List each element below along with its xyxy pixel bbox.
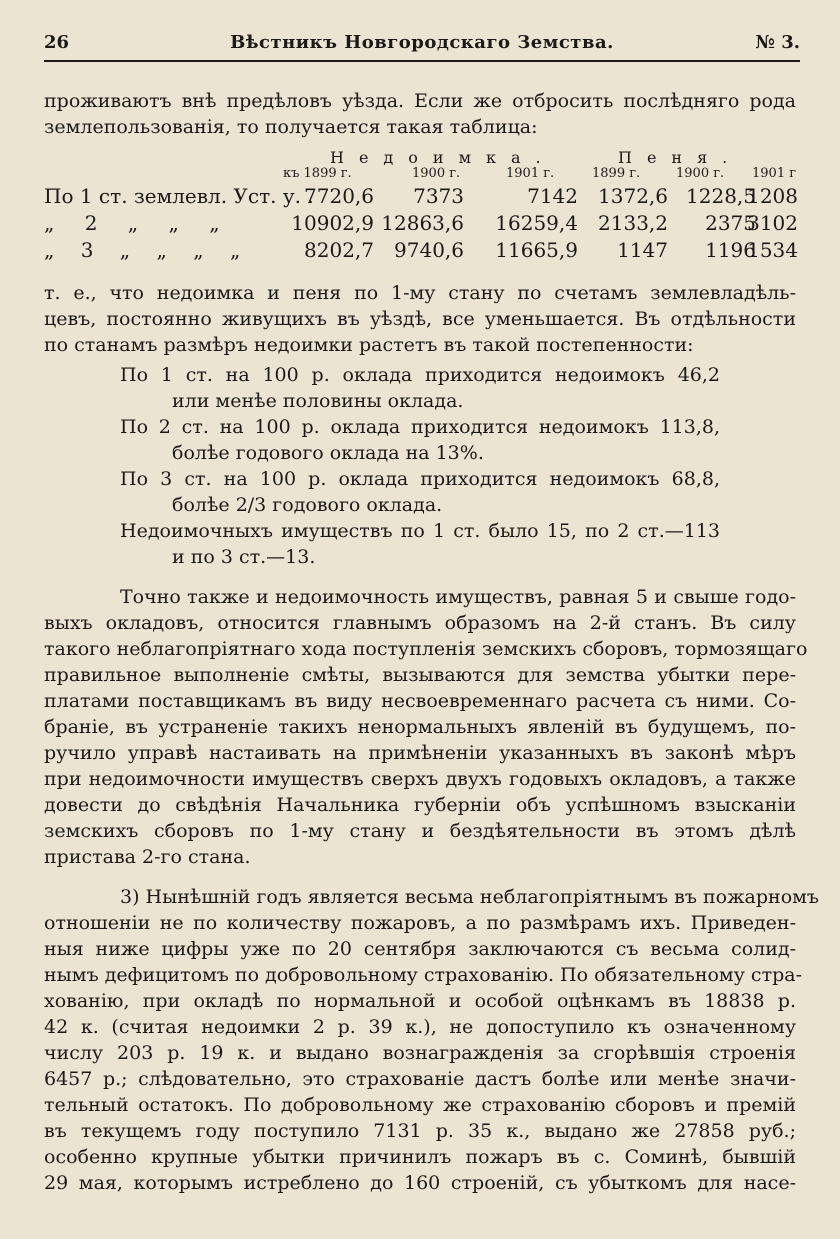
text-line: особенно крупные убытки причинилъ пожаръ въ с. Соминѣ, бывшій: [44, 1146, 796, 1168]
year-header: 1901 г.: [506, 166, 555, 181]
table-cell: 1534: [747, 238, 798, 262]
text-line: землепользованія, то получается такая таблица:: [44, 116, 538, 138]
page-number: 26: [44, 32, 70, 53]
journal-title: Вѣстникъ Новгородскаго Земства.: [230, 32, 614, 53]
text-line: ныя ниже цифры уже по 20 сентября заключаются съ весьма солид-: [44, 938, 796, 960]
text-line: нымъ дефицитомъ по добровольному страхованію. По обязательному стра-: [44, 964, 802, 986]
text-line: 42 к. (считая недоимки 2 р. 39 к.), не допоступило къ означенному: [44, 1016, 796, 1038]
list-item-continuation: или менѣе половины оклада.: [172, 390, 464, 412]
running-header: [44, 30, 800, 62]
table-cell: 1147: [617, 238, 668, 262]
text-line: платами поставщикамъ въ виду несвоевременнаго расчета съ ними. Со-: [44, 690, 796, 712]
list-item-continuation: и по 3 ст.—13.: [172, 546, 316, 568]
table-row-label: „ 2 „ „ „: [44, 211, 232, 235]
year-header: 1899 г.: [592, 166, 641, 181]
text-line: тельный остатокъ. По добровольному же страхованію сборовъ и премій: [44, 1094, 796, 1116]
group-header-fines: Пеня.: [618, 148, 743, 167]
table-cell: 2133,2: [598, 211, 668, 235]
text-line: ручило управѣ настаивать на примѣненіи указанныхъ въ законѣ мѣръ: [44, 742, 796, 764]
table-cell: 1228,5: [686, 184, 756, 208]
table-row-label: По 1 ст. землевл. Уст. у. .: [44, 184, 314, 208]
table-cell: 10902,9: [291, 211, 374, 235]
text-line: 3) Нынѣшній годъ является весьма неблагопріятнымъ въ пожарномъ: [120, 886, 820, 908]
text-line: хованію, при окладѣ по нормальной и особой оцѣнкамъ въ 18838 р.: [44, 990, 796, 1012]
table-cell: 3102: [747, 211, 798, 235]
text-line: по станамъ размѣръ недоимки растетъ въ такой постепенности:: [44, 334, 694, 356]
table-cell: 1372,6: [598, 184, 668, 208]
text-line: пристава 2-го стана.: [44, 846, 251, 868]
table-cell: 1208: [747, 184, 798, 208]
table-cell: 1196: [705, 238, 756, 262]
year-header: 1900 г.: [676, 166, 725, 181]
text-line: такого неблагопріятнаго хода поступленія земскихъ сборовъ, тормозящаго: [44, 638, 808, 660]
group-header-arrears: Недоимка.: [330, 148, 556, 167]
text-line: правильное выполненіе смѣты, вызываются для земства убытки пере-: [44, 664, 796, 686]
year-header: къ 1899 г.: [283, 166, 352, 181]
text-line: числу 203 р. 19 к. и выдано вознагражденія за сгорѣвшія строенія: [44, 1042, 796, 1064]
year-header: 1901 г: [752, 166, 797, 181]
text-line: цевъ, постоянно живущихъ въ уѣздѣ, все уменьшается. Въ отдѣльности: [44, 308, 796, 330]
table-cell: 7142: [527, 184, 578, 208]
list-item-continuation: болѣе 2/3 годового оклада.: [172, 494, 443, 516]
text-line: т. е., что недоимка и пеня по 1-му стану по счетамъ землевладѣль-: [44, 282, 796, 304]
table-cell: 2375: [705, 211, 756, 235]
table-cell: 12863,6: [381, 211, 464, 235]
list-item-continuation: болѣе годового оклада на 13%.: [172, 442, 484, 464]
text-line: земскихъ сборовъ по 1-му стану и бездѣятельности въ этомъ дѣлѣ: [44, 820, 796, 842]
text-line: при недоимочности имуществъ сверхъ двухъ годовыхъ окладовъ, а также: [44, 768, 796, 790]
text-line: въ текущемъ году поступило 7131 р. 35 к., выдано же 27858 руб.;: [44, 1120, 796, 1142]
table-cell: 11665,9: [495, 238, 578, 262]
text-line: довести до свѣдѣнія Начальника губерніи объ успѣшномъ взысканіи: [44, 794, 796, 816]
year-header: 1900 г.: [412, 166, 461, 181]
text-line: Точно также и недоимочность имуществъ, равная 5 и свыше годо-: [120, 586, 796, 608]
text-line: проживаютъ внѣ предѣловъ уѣзда. Если же отбросить послѣдняго рода: [44, 90, 796, 112]
text-line: 29 мая, которымъ истреблено до 160 строеній, съ убыткомъ для насе-: [44, 1172, 796, 1194]
list-item: По 3 ст. на 100 р. оклада приходится недоимокъ 68,8,: [120, 468, 720, 490]
text-line: выхъ окладовъ, относится главнымъ образомъ на 2-й станъ. Въ силу: [44, 612, 796, 634]
table-row-label: „ 3 „ „ „ „: [44, 238, 251, 262]
text-line: отношеніи не по количеству пожаровъ, а по размѣрамъ ихъ. Приведен-: [44, 912, 796, 934]
table-cell: 9740,6: [394, 238, 464, 262]
table-cell: 16259,4: [495, 211, 578, 235]
table-cell: 7720,6: [304, 184, 374, 208]
table-cell: 7373: [413, 184, 464, 208]
list-item: По 2 ст. на 100 р. оклада приходится недоимокъ 113,8,: [120, 416, 720, 438]
list-item: По 1 ст. на 100 р. оклада приходится недоимокъ 46,2: [120, 364, 720, 386]
list-item: Недоимочныхъ имуществъ по 1 ст. было 15, по 2 ст.—113: [120, 520, 720, 542]
text-line: браніе, въ устраненіе такихъ ненормальныхъ явленій въ будущемъ, по-: [44, 716, 796, 738]
table-cell: 8202,7: [304, 238, 374, 262]
text-line: 6457 р.; слѣдовательно, это страхованіе дастъ болѣе или менѣе значи-: [44, 1068, 796, 1090]
issue-number: № 3.: [755, 32, 800, 53]
